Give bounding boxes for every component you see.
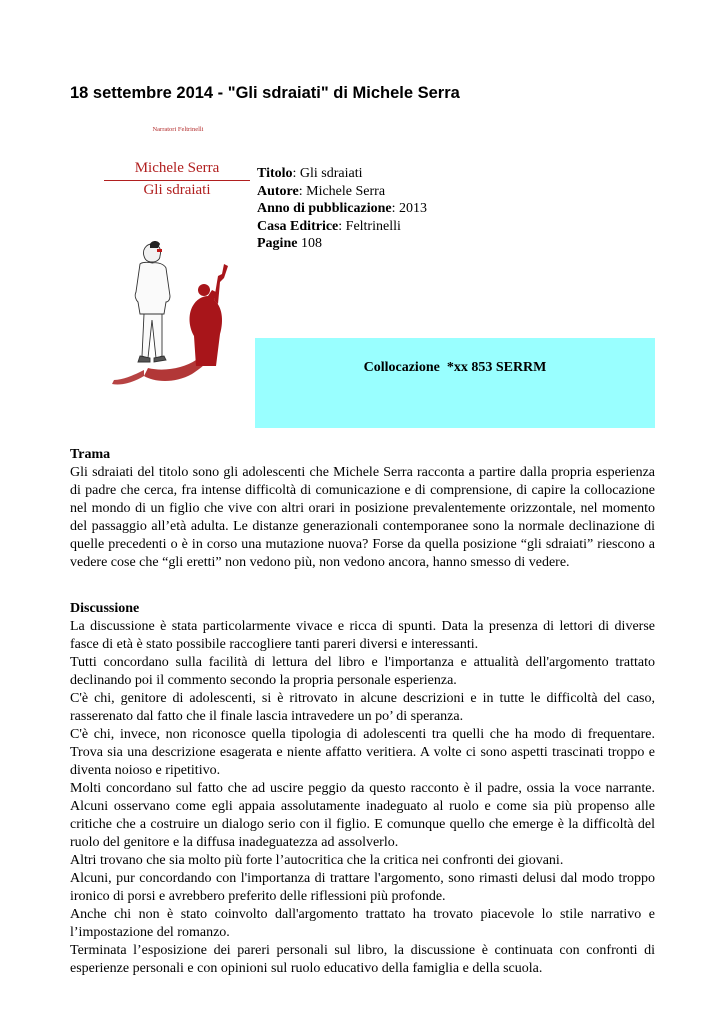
trama-heading: Trama xyxy=(70,447,111,462)
trama-section xyxy=(70,446,655,572)
cover-illustration xyxy=(104,216,250,406)
cover-title: Gli sdraiati xyxy=(143,182,211,198)
info-casa-value: : Feltrinelli xyxy=(338,218,401,234)
info-anno-value: : 2013 xyxy=(391,201,427,217)
info-titolo-value: : Gli sdraiati xyxy=(292,166,363,181)
cover-publisher xyxy=(118,126,238,133)
discussione-paragraph: C'è chi, genitore di adolescenti, si è ritrovato in alcune descrizioni e in tutte le difficoltà del caso, rasserenato dal fatto che il finale lascia intravedere un po’ di speranza. xyxy=(70,691,655,724)
discussione-paragraph: La discussione è stata particolarmente vivace e ricca di spunti. Data la presenza di lettori di diverse fasce di età è stato possibile raccogliere tanti pareri diversi e interessanti. xyxy=(70,619,655,652)
discussione-paragraph: Tutti concordano sulla facilità di lettura del libro e l'importanza e attualità dell'argomento trattato declinando poi il commento secondo la propria personale esperienza. xyxy=(70,655,655,688)
discussione-paragraph: Anche chi non è stato coinvolto dall'argomento trattato ha trovato piacevole lo stile narrativo e l’impostazione del romanzo. xyxy=(70,907,655,940)
book-cover xyxy=(104,126,250,406)
collocazione-text: Collocazione *xx 853 SERRM xyxy=(363,360,547,375)
collocazione-box xyxy=(255,338,655,428)
cover-boy-figure xyxy=(135,244,170,362)
discussione-paragraph: Molti concordano sul fatto che ad uscire peggio da questo racconto è il padre, ossia la voce narrante. Alcuni osservano come egli appaia assolutamente inadeguato al ruolo e come sia più propenso alle critiche che a costruire un dialogo serio con il figlio. E comunque quello che emerge è la difficoltà del ruolo del genitore e la diffusa inadeguatezza ad assolverlo. xyxy=(70,781,655,850)
info-row-pagine xyxy=(257,235,427,253)
info-pagine-value: 108 xyxy=(297,236,322,252)
cover-divider xyxy=(104,180,250,181)
info-anno-label: Anno di pubblicazione xyxy=(257,201,392,217)
info-row-autore xyxy=(257,183,427,201)
info-titolo-label: Titolo xyxy=(257,166,293,181)
info-autore-label: Autore xyxy=(257,183,299,199)
discussione-paragraph: Terminata l’esposizione dei pareri personali sul libro, la discussione è continuata con confronti di esperienze personali e con opinioni sul ruolo educativo della famiglia e della scuola. xyxy=(70,943,655,976)
cover-publisher-label: Narratori Feltrinelli xyxy=(152,126,204,133)
discussione-heading: Discussione xyxy=(70,601,140,616)
discussione-section xyxy=(70,600,655,978)
book-info xyxy=(257,165,427,253)
cover-author: Michele Serra xyxy=(134,160,220,176)
discussione-paragraph: Altri trovano che sia molto più forte l’autocritica che la critica nei confronti dei giovani. xyxy=(70,853,564,868)
info-pagine-label: Pagine xyxy=(257,236,298,252)
info-row-titolo xyxy=(257,165,427,183)
discussione-paragraph: Alcuni, pur concordando con l'importanza di trattare l'argomento, sono rimasti delusi dal modo troppo ironico di porsi e avrebbero preferito delle riflessioni più profonde. xyxy=(70,871,655,904)
info-row-casa xyxy=(257,218,427,236)
trama-text: Gli sdraiati del titolo sono gli adolescenti che Michele Serra racconta a partire dalla propria esperienza di padre che cerca, fra intense difficoltà di comunicazione e di comprensione, di capire la collocazione nel mondo di un figlio che vive con altri orari in posizione prevalentemente orizzontale, nel momento del passaggio all’età adulta. Le distanze generazionali contemporanee sono la normale declinazione di quelle precedenti o è in corso una mutazione nuova? Forse da quella posizione “gli sdraiati” riescono a vedere cose che “gli eretti” non vedono più, non vedono ancora, hanno smesso di vedere. xyxy=(70,465,655,570)
document-title: 18 settembre 2014 - "Gli sdraiati" di Michele Serra xyxy=(70,84,460,102)
info-casa-label: Casa Editrice xyxy=(257,218,339,234)
info-row-anno xyxy=(257,200,427,218)
info-autore-value: : Michele Serra xyxy=(298,183,386,199)
discussione-paragraph: C'è chi, invece, non riconosce quella tipologia di adolescenti tra quelli che ha modo di frequentare. Trova sia una descrizione esagerata e niente affatto veritiera. A volte ci sono aspetti trascinati troppo e diventa noioso e ripetitivo. xyxy=(70,727,655,778)
